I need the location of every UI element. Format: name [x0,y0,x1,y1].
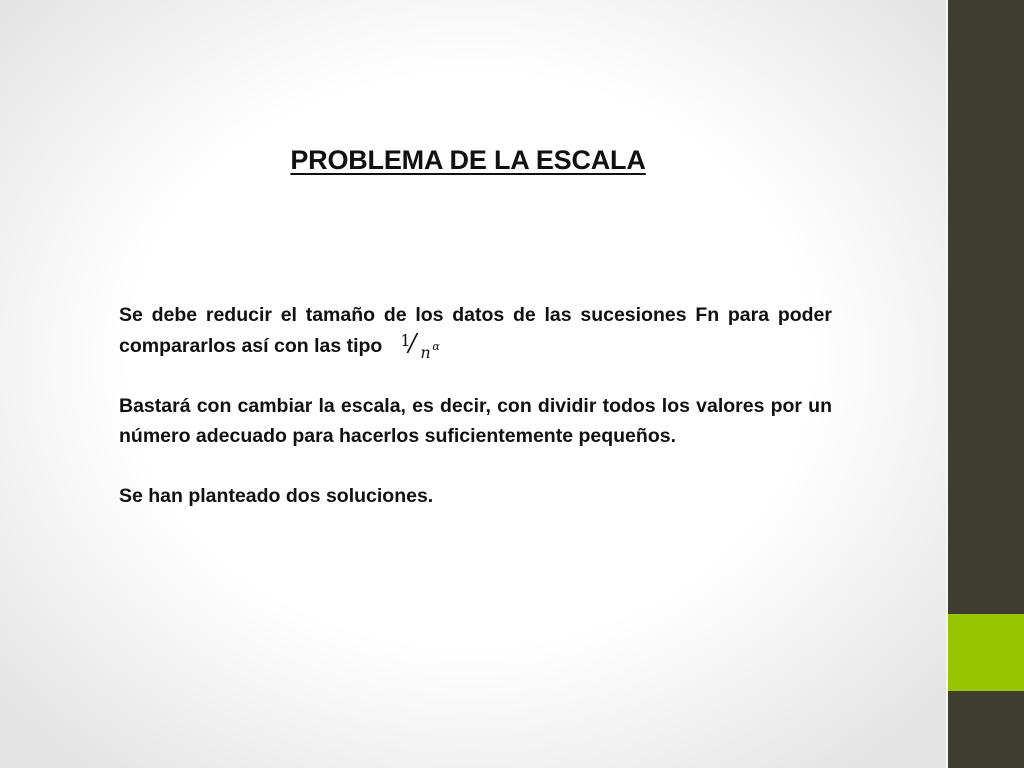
paragraph-2-text: Bastará con cambiar la escala, es decir, con dividir todos los valores por un número adecuado para hacerlos suficientemente pequeños. [119,395,832,447]
slide-title-text: PROBLEMA DE LA ESCALA [290,145,646,175]
paragraph-1-text: Se debe reducir el tamaño de los datos de las sucesiones Fn para poder compararlos así con las tipo [119,304,832,357]
paragraph-1 [119,300,832,361]
formula-exponent: α [432,340,440,353]
paragraph-2 [119,391,832,451]
slide-title [0,145,936,176]
formula-one-over-n-alpha [400,329,452,362]
formula-slash: / [408,329,417,357]
sidebar-accent-block [948,614,1024,691]
slide-body [119,300,832,511]
paragraph-3-text: Se han planteado dos soluciones. [119,485,434,507]
formula-numerator: 1 [400,331,411,350]
formula-denominator: n [420,343,431,362]
paragraph-3 [119,481,832,511]
